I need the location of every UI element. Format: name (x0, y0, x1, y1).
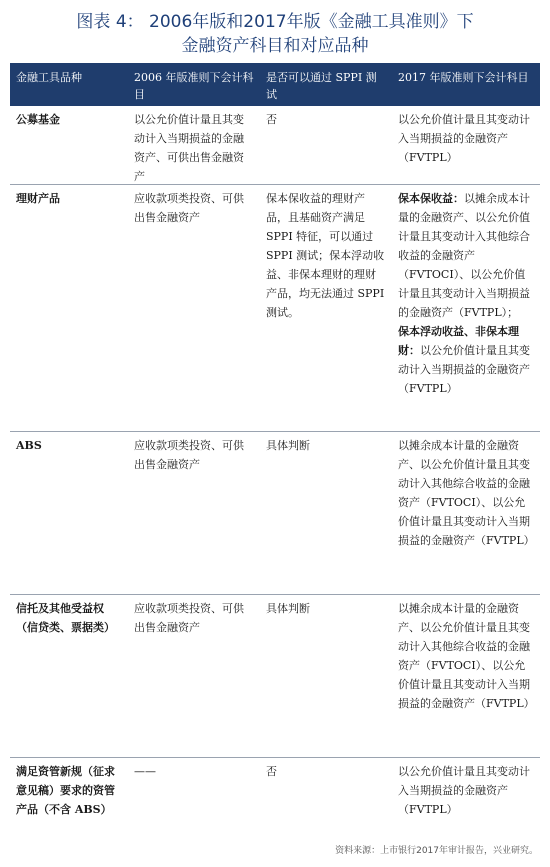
cell-product: 信托及其他受益权（信贷类、票据类） (16, 602, 115, 634)
table-row (10, 758, 540, 842)
header-acct-2017: 2017 年版准则下会计科目 (398, 71, 529, 84)
cell-sppi: 否 (266, 113, 277, 126)
acct-2017-text-2: 以公允价值计量且其变动计入当期损益的金融资产（FVTPL） (398, 344, 530, 395)
cell-product: ABS (16, 439, 42, 452)
cell-sppi: 否 (266, 765, 277, 778)
table-row (10, 106, 540, 185)
table-row (10, 595, 540, 758)
title-line-2: 金融资产科目和对应品种 (181, 36, 369, 56)
bold-label-floating: 保本浮动收益、非保本理财： (398, 325, 519, 357)
title-line-1: 图表 4： 2006年版和2017年版《金融工具准则》下 (76, 12, 474, 32)
cell-product: 理财产品 (16, 192, 60, 205)
cell-acct-2017: 以公允价值计量且其变动计入当期损益的金融资产（FVTPL） (398, 765, 530, 816)
cell-acct-2017: 以公允价值计量且其变动计入当期损益的金融资产（FVTPL） (398, 113, 530, 164)
cell-acct-2017 (392, 185, 540, 431)
cell-product: 公募基金 (16, 113, 60, 126)
comparison-table (10, 66, 540, 842)
header-sppi: 是否可以通过 SPPI 测试 (266, 71, 377, 101)
cell-acct-2006: 以公允价值计量且其变动计入当期损益的金融资产、可供出售金融资产 (134, 113, 244, 183)
table-row (10, 432, 540, 595)
cell-sppi: 保本保收益的理财产品，且基础资产满足 SPPI 特征，可以通过 SPPI 测试；保本浮动收益、非保本理财的理财产品，均无法通过 SPPI 测试。 (266, 192, 385, 319)
cell-acct-2017: 以摊余成本计量的金融资产、以公允价值计量且其变动计入其他综合收益的金融资产（FVTOCI）、以公允价值计量且其变动计入当期损益的金融资产（FVTPL） (398, 602, 535, 710)
header-product: 金融工具品种 (16, 71, 82, 84)
cell-sppi: 具体判断 (266, 602, 310, 615)
cell-acct-2006: 应收款项类投资、可供出售金融资产 (134, 439, 244, 471)
cell-product: 满足资管新规（征求意见稿）要求的资管产品（不含 ABS） (16, 765, 115, 816)
cell-acct-2006: —— (134, 765, 156, 778)
bold-label-principal-guaranteed: 保本保收益： (398, 192, 464, 205)
table-row (10, 185, 540, 432)
source-note: 资料来源：上市银行2017年审计报告，兴业研究。 (335, 846, 538, 856)
acct-2017-text-1: 以摊余成本计量的金融资产、以公允价值计量且其变动计入其他综合收益的金融资产（FVTOCI）、以公允价值计量且其变动计入当期损益的金融资产（FVTPL）； (398, 192, 530, 319)
cell-acct-2006: 应收款项类投资、可供出售金融资产 (134, 192, 244, 224)
cell-acct-2006: 应收款项类投资、可供出售金融资产 (134, 602, 244, 634)
cell-acct-2017: 以摊余成本计量的金融资产、以公允价值计量且其变动计入其他综合收益的金融资产（FVTOCI）、以公允价值计量且其变动计入当期损益的金融资产（FVTPL） (398, 439, 535, 547)
header-acct-2006: 2006 年版准则下会计科目 (134, 71, 254, 101)
figure-title (10, 10, 540, 58)
cell-sppi: 具体判断 (266, 439, 310, 452)
table-header-row (10, 66, 540, 106)
